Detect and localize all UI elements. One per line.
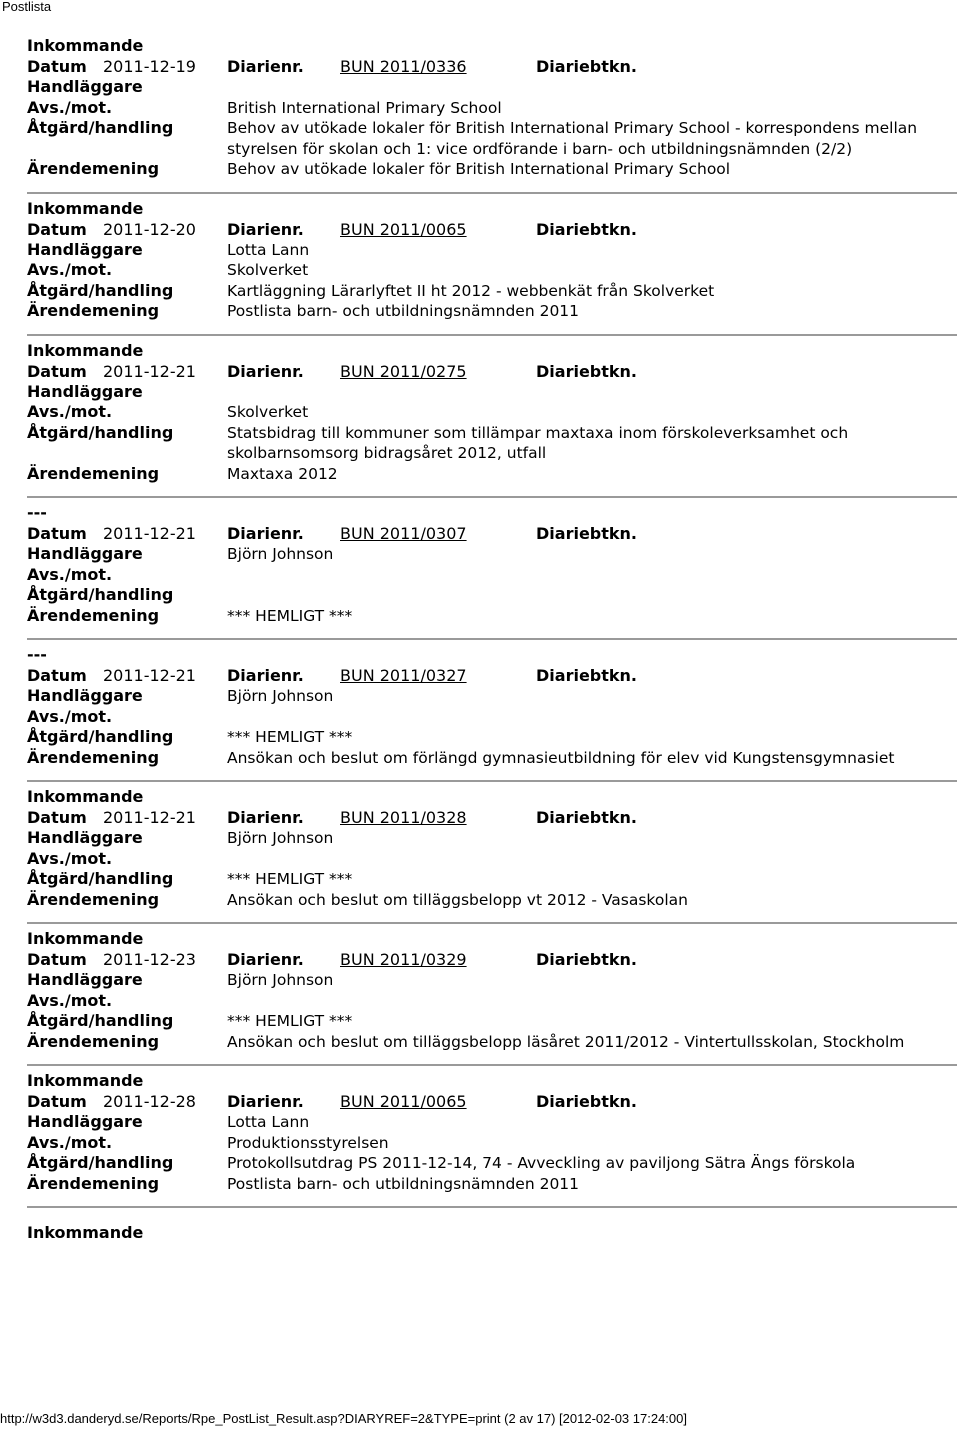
datum-label: Datum: [27, 666, 87, 685]
handlaggare-label: Handläggare: [27, 381, 143, 401]
page-footer-url: http://w3d3.danderyd.se/Reports/Rpe_PostList_Result.asp?DIARYREF=2&TYPE=print (2 av 17) [2012-02-03 17:24:00]: [0, 1411, 687, 1426]
avsmot-label: Avs./mot.: [27, 402, 113, 421]
entry-divider: [27, 638, 957, 640]
atgard-value: *** HEMLIGT ***: [227, 870, 353, 888]
entry-heading: Inkommande: [27, 1223, 144, 1242]
datum-label: Datum: [27, 950, 87, 969]
handlaggare-label: Handläggare: [27, 686, 143, 705]
diariebtkn-label: Diariebtkn.: [536, 361, 637, 381]
avsmot-label: Avs./mot.: [27, 564, 113, 584]
diariebtkn-label: Diariebtkn.: [536, 57, 637, 76]
datum-value: 2011-12-28: [103, 1092, 196, 1111]
arendemening-label: Ärendemening: [27, 463, 160, 483]
diarienr-label: Diarienr.: [227, 666, 304, 685]
diariebtkn-label: Diariebtkn.: [536, 950, 637, 969]
entry-heading: Inkommande: [27, 929, 144, 948]
list-item: [27, 198, 957, 322]
atgard-label: Åtgärd/handling: [27, 585, 174, 604]
arendemening-label: Ärendemening: [27, 301, 160, 320]
diariebtkn-label: Diariebtkn.: [536, 808, 637, 827]
entry-heading: ---: [27, 503, 47, 522]
entry-date-row: [27, 949, 957, 970]
arendemening-value: Maxtaxa 2012: [227, 464, 338, 483]
list-item: [27, 1070, 957, 1194]
handlaggare-value: Björn Johnson: [227, 687, 334, 705]
handlaggare-label: Handläggare: [27, 544, 143, 563]
datum-value: 2011-12-21: [103, 524, 196, 543]
diarienr-label: Diarienr.: [227, 950, 304, 969]
atgard-label: Åtgärd/handling: [27, 118, 174, 137]
handlaggare-value: Björn Johnson: [227, 545, 334, 563]
arendemening-value: Ansökan och beslut om tilläggsbelopp läsåret 2011/2012 - Vintertullsskolan, Stockholm: [227, 1032, 905, 1051]
diarienr-link[interactable]: BUN 2011/0065: [340, 219, 467, 239]
entry-heading: Inkommande: [27, 1071, 144, 1090]
diarienr-label: Diarienr.: [227, 219, 304, 239]
diarienr-link[interactable]: BUN 2011/0275: [340, 361, 467, 381]
arendemening-value: Ansökan och beslut om förlängd gymnasieutbildning för elev vid Kungstensgymnasiet: [227, 748, 895, 767]
diarienr-link[interactable]: BUN 2011/0328: [340, 808, 467, 827]
postlist-entries: [27, 35, 957, 1243]
entry-divider: [27, 1064, 957, 1066]
handlaggare-label: Handläggare: [27, 239, 143, 259]
datum-label: Datum: [27, 524, 87, 543]
handlaggare-value: Lotta Lann: [227, 1113, 310, 1131]
diarienr-label: Diarienr.: [227, 57, 304, 76]
entry-divider: [27, 780, 957, 782]
entry-date-row: [27, 219, 957, 240]
diarienr-label: Diarienr.: [227, 361, 304, 381]
arendemening-label: Ärendemening: [27, 747, 160, 767]
arendemening-value: Postlista barn- och utbildningsnämnden 2011: [227, 302, 580, 320]
diariebtkn-label: Diariebtkn.: [536, 524, 637, 543]
datum-label: Datum: [27, 361, 87, 381]
avsmot-label: Avs./mot.: [27, 1132, 113, 1152]
handlaggare-value: Björn Johnson: [227, 829, 334, 847]
page-title: Postlista: [2, 0, 52, 14]
atgard-value: Behov av utökade lokaler för British International Primary School - korrespondens mellan styrelsen för skolan och 1: vice ordförande i barn- och utbildningsnämnden (2/2): [227, 119, 918, 158]
handlaggare-label: Handläggare: [27, 970, 143, 989]
diarienr-label: Diarienr.: [227, 524, 304, 543]
list-item: [27, 340, 957, 485]
list-item: [27, 502, 957, 626]
datum-value: 2011-12-19: [103, 57, 196, 76]
atgard-label: Åtgärd/handling: [27, 869, 174, 888]
avsmot-value: Skolverket: [227, 261, 309, 279]
arendemening-label: Ärendemening: [27, 605, 160, 625]
atgard-value: *** HEMLIGT ***: [227, 1012, 353, 1030]
avsmot-label: Avs./mot.: [27, 990, 113, 1010]
datum-label: Datum: [27, 57, 87, 76]
arendemening-label: Ärendemening: [27, 1031, 160, 1051]
handlaggare-label: Handläggare: [27, 77, 143, 96]
handlaggare-value: Lotta Lann: [227, 240, 310, 259]
entry-divider: [27, 334, 957, 336]
atgard-value: *** HEMLIGT ***: [227, 728, 353, 746]
entry-date-row: [27, 56, 957, 77]
datum-value: 2011-12-21: [103, 808, 196, 827]
atgard-label: Åtgärd/handling: [27, 1011, 174, 1030]
entry-divider: [27, 192, 957, 194]
arendemening-value: Postlista barn- och utbildningsnämnden 2011: [227, 1174, 580, 1193]
arendemening-value: Ansökan och beslut om tilläggsbelopp vt 2012 - Vasaskolan: [227, 890, 688, 909]
arendemening-value: *** HEMLIGT ***: [227, 606, 353, 625]
avsmot-label: Avs./mot.: [27, 706, 113, 726]
list-item: [27, 786, 957, 910]
diarienr-link[interactable]: BUN 2011/0327: [340, 666, 467, 685]
entry-heading: Inkommande: [27, 340, 144, 360]
avsmot-value: British International Primary School: [227, 98, 502, 117]
atgard-label: Åtgärd/handling: [27, 422, 174, 442]
entry-divider: [27, 922, 957, 924]
diarienr-link[interactable]: BUN 2011/0329: [340, 950, 467, 969]
diariebtkn-label: Diariebtkn.: [536, 1092, 637, 1111]
entry-heading: ---: [27, 645, 47, 664]
diarienr-link[interactable]: BUN 2011/0065: [340, 1092, 467, 1111]
list-item: [27, 928, 957, 1052]
atgard-label: Åtgärd/handling: [27, 1153, 174, 1172]
diarienr-label: Diarienr.: [227, 808, 304, 827]
datum-label: Datum: [27, 808, 87, 827]
entry-divider: [27, 496, 957, 498]
entry-date-row: [27, 807, 957, 828]
entry-date-row: [27, 665, 957, 686]
arendemening-label: Ärendemening: [27, 1173, 160, 1193]
list-item: [27, 644, 957, 768]
datum-value: 2011-12-21: [103, 361, 196, 381]
avsmot-label: Avs./mot.: [27, 260, 113, 279]
arendemening-label: Ärendemening: [27, 889, 160, 909]
avsmot-value: Produktionsstyrelsen: [227, 1133, 389, 1152]
arendemening-label: Ärendemening: [27, 159, 160, 178]
handlaggare-value: Björn Johnson: [227, 971, 334, 989]
entry-date-row: [27, 523, 957, 544]
list-item: [27, 35, 957, 180]
avsmot-value: Skolverket: [227, 403, 309, 421]
avsmot-label: Avs./mot.: [27, 97, 113, 117]
atgard-label: Åtgärd/handling: [27, 280, 174, 300]
entry-divider: [27, 1206, 957, 1208]
datum-label: Datum: [27, 1092, 87, 1111]
datum-value: 2011-12-20: [103, 219, 196, 239]
datum-label: Datum: [27, 219, 87, 239]
handlaggare-label: Handläggare: [27, 1112, 143, 1131]
diarienr-link[interactable]: BUN 2011/0307: [340, 524, 467, 543]
handlaggare-label: Handläggare: [27, 828, 143, 847]
entry-date-row: [27, 361, 957, 382]
entry-heading: Inkommande: [27, 198, 144, 218]
diarienr-link[interactable]: BUN 2011/0336: [340, 57, 467, 76]
datum-value: 2011-12-21: [103, 666, 196, 685]
diariebtkn-label: Diariebtkn.: [536, 219, 637, 239]
entry-heading: Inkommande: [27, 36, 144, 55]
diariebtkn-label: Diariebtkn.: [536, 666, 637, 685]
entry-date-row: [27, 1091, 957, 1112]
atgard-value: Statsbidrag till kommuner som tillämpar maxtaxa inom förskoleverksamhet och skolbarnsomsorg bidragsåret 2012, utfall: [227, 423, 849, 462]
avsmot-label: Avs./mot.: [27, 848, 113, 868]
diarienr-label: Diarienr.: [227, 1092, 304, 1111]
datum-value: 2011-12-23: [103, 950, 196, 969]
atgard-value: Protokollsutdrag PS 2011-12-14, 74 - Avveckling av paviljong Sätra Ängs förskola: [227, 1154, 856, 1172]
atgard-label: Åtgärd/handling: [27, 727, 174, 746]
atgard-value: Kartläggning Lärarlyftet II ht 2012 - webbenkät från Skolverket: [227, 281, 715, 300]
arendemening-value: Behov av utökade lokaler för British International Primary School: [227, 160, 731, 178]
entry-heading: Inkommande: [27, 787, 144, 806]
